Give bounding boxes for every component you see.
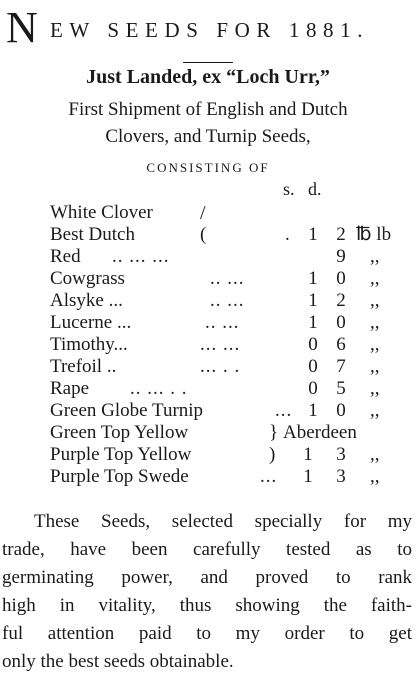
price-row-purple-top-yellow [50, 444, 412, 466]
ditto-mark: ,, [370, 444, 380, 465]
description-paragraph [2, 508, 412, 676]
shillings-header: s. [283, 179, 295, 199]
price-row-cowgrass [50, 268, 412, 290]
pence-value: 9 [336, 246, 346, 267]
price-row-red [50, 246, 412, 268]
pence-value: 7 [336, 356, 346, 377]
brace-mark: } [269, 422, 279, 443]
seed-name: Green Top Yellow [50, 422, 189, 443]
ditto-mark: ,, [370, 378, 380, 399]
shillings-value: 0 [308, 378, 318, 399]
price-row-green-globe-turnip [50, 400, 412, 422]
shillings-value: 1 [308, 312, 318, 333]
seed-name: Timothy... [50, 334, 128, 355]
leader-dots: ... ... [200, 334, 241, 355]
seed-name: Cowgrass [50, 268, 125, 289]
leader-dots: ... . . [200, 356, 241, 377]
ditto-mark: ,, [370, 312, 380, 333]
paragraph-line-3: germinating power, and proved to rank [2, 567, 412, 588]
leader-dots: ... [275, 400, 293, 421]
pence-value: 2 [336, 290, 346, 311]
headline [6, 3, 412, 52]
pence-header: d. [308, 179, 322, 199]
seed-name: Red [50, 246, 81, 267]
per-lb-unit: ℔ lb [356, 224, 392, 245]
price-row-best-dutch [50, 224, 412, 246]
paragraph-line-6: only the best seeds obtainable. [2, 651, 234, 672]
headline-text: EW SEEDS FOR 1881. [50, 18, 370, 42]
seed-name: Alsyke ... [50, 290, 123, 311]
leader-dots: .. ... . . [130, 378, 188, 399]
seed-name: Rape [50, 378, 90, 399]
seed-name: Best Dutch [50, 224, 135, 245]
subtitle: Just Landed, ex “Loch Urr,” [86, 66, 330, 88]
shillings-value: 0 [308, 356, 318, 377]
paragraph-line-5: ful attention paid to my order to get [2, 623, 412, 644]
pence-value: 5 [336, 378, 346, 399]
brace-mark: ( [200, 224, 207, 245]
brace-mark: / [200, 202, 206, 224]
pence-value: 0 [336, 400, 346, 421]
pence-value: 6 [336, 334, 346, 355]
shillings-value: 1 [303, 444, 313, 465]
divider-rule [183, 62, 233, 63]
seed-name: Lucerne ... [50, 312, 132, 333]
price-row-white-clover [50, 202, 412, 224]
ditto-mark: ,, [370, 400, 380, 421]
ditto-mark: ,, [370, 334, 380, 355]
pence-value: 3 [336, 466, 346, 487]
price-row-lucerne [50, 312, 412, 334]
shillings-value: 1 [303, 466, 313, 487]
ditto-mark: ,, [370, 268, 380, 289]
shillings-value: 1 [308, 268, 318, 289]
pence-value: 0 [336, 268, 346, 289]
shillings-value: 1 [308, 290, 318, 311]
ditto-mark: ,, [370, 356, 380, 377]
leader-dots: .. ... ... [112, 246, 170, 267]
pence-value: 2 [336, 224, 346, 245]
ditto-mark: ,, [370, 290, 380, 311]
price-row-purple-top-swede [50, 466, 412, 488]
aberdeen-note: Aberdeen [283, 422, 357, 443]
price-row-rape [50, 378, 412, 400]
leader-dots: . [285, 224, 290, 245]
shillings-value: 0 [308, 334, 318, 355]
seed-name: White Clover [50, 202, 153, 223]
headline-initial: N [6, 3, 38, 52]
consisting-label: CONSISTING OF [146, 160, 270, 175]
leader-dots: .. ... [205, 312, 240, 333]
pence-value: 0 [336, 312, 346, 333]
paragraph-line-2: trade, have been carefully tested as to [2, 539, 412, 560]
leader-dots: ... [260, 466, 278, 487]
paragraph-line-4: high in vitality, thus showing the faith- [2, 595, 412, 616]
leader-dots: .. ... [210, 268, 245, 289]
price-row-green-top-yellow [50, 422, 412, 444]
shillings-value: 1 [308, 224, 318, 245]
intro-line-1: First Shipment of English and Dutch [68, 99, 348, 120]
price-row-trefoil [50, 356, 412, 378]
seed-name: Trefoil .. [50, 356, 117, 377]
leader-dots: .. ... [210, 290, 245, 311]
pence-value: 3 [336, 444, 346, 465]
seed-name: Purple Top Yellow [50, 444, 192, 465]
ditto-mark: ,, [370, 466, 380, 487]
price-row-alsyke [50, 290, 412, 312]
brace-mark: ) [269, 444, 276, 465]
ditto-mark: ,, [370, 246, 380, 267]
shillings-value: 1 [308, 400, 318, 421]
intro-text [6, 96, 410, 150]
seed-name: Green Globe Turnip [50, 400, 204, 421]
price-row-timothy [50, 334, 412, 356]
seed-name: Purple Top Swede [50, 466, 189, 487]
intro-line-2: Clovers, and Turnip Seeds, [105, 126, 311, 147]
paragraph-line-1: These Seeds, selected specially for my [34, 511, 412, 532]
